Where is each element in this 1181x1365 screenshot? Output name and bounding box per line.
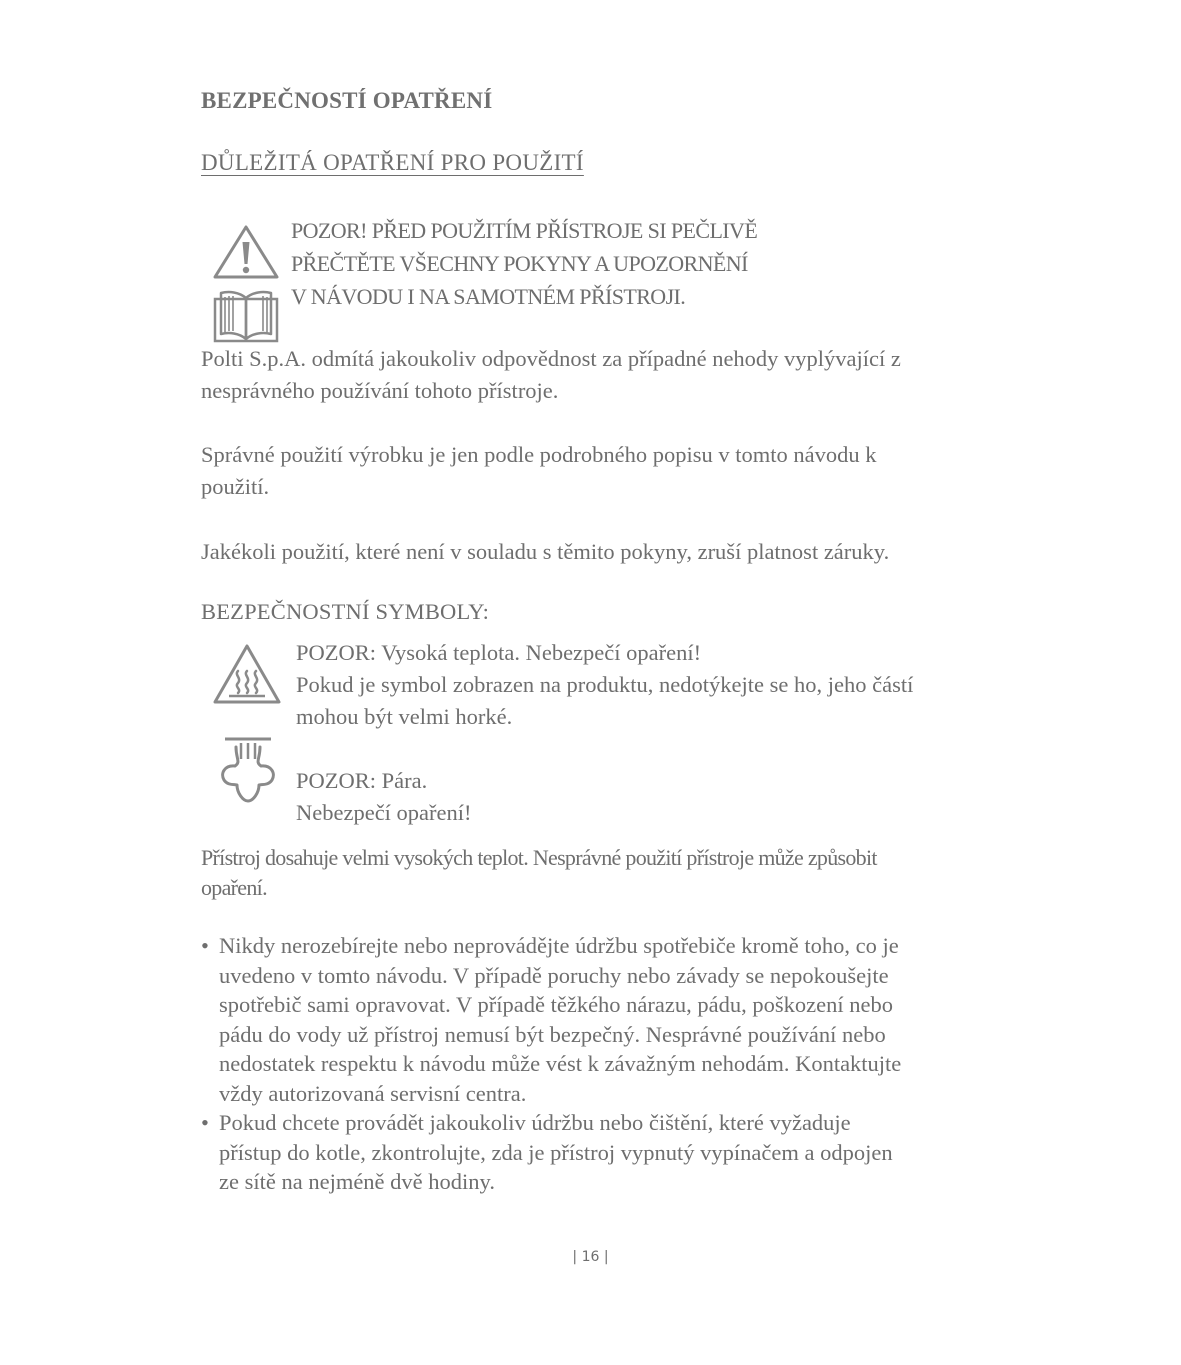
list-item-line: ze sítě na nejméně dvě hodiny. — [219, 1169, 495, 1194]
warning-triangle-icon — [213, 224, 279, 280]
paragraph-line: Správné použití výrobku je jen podle podrobného popisu v tomto návodu k — [201, 442, 877, 467]
list-item — [201, 1108, 1001, 1197]
list-item-line: spotřebič sami opravovat. V případě těžkého nárazu, pádu, poškození nebo — [219, 992, 893, 1017]
section-subtitle: DŮLEŽITÁ OPATŘENÍ PRO POUŽITÍ — [201, 150, 584, 175]
correct-use-paragraph — [201, 439, 877, 503]
note-line: opaření. — [201, 875, 267, 900]
page-title: BEZPEČNOSTÍ OPATŘENÍ — [201, 88, 493, 113]
list-item-line: uvedeno v tomto návodu. V případě poruchy nebo závady se nepokoušejte — [219, 962, 889, 988]
list-item-line: Nikdy nerozebírejte nebo neprovádějte údržbu spotřebiče kromě toho, co je — [219, 933, 899, 958]
liability-paragraph — [201, 343, 901, 407]
bullet-marker: • — [201, 933, 209, 958]
warning-line: V NÁVODU I NA SAMOTNÉM PŘÍSTROJI. — [291, 284, 686, 309]
warranty-paragraph: Jakékoli použití, které není v souladu s těmito pokyny, zruší platnost záruky. — [201, 539, 890, 564]
symbols-heading: BEZPEČNOSTNÍ SYMBOLY: — [201, 599, 490, 624]
symbol-line: POZOR: Vysoká teplota. Nebezpečí opaření! — [296, 640, 702, 665]
read-instructions-warning — [291, 214, 757, 313]
list-item — [201, 931, 1001, 1108]
symbol-line: mohou být velmi horké. — [296, 704, 513, 729]
paragraph-line: použití. — [201, 474, 270, 499]
steam-symbol-text — [296, 765, 472, 829]
hot-surface-icon — [212, 643, 282, 705]
hot-symbol-text — [296, 637, 913, 733]
paragraph-line: nesprávného používání tohoto přístroje. — [201, 378, 559, 403]
temperature-note — [201, 843, 877, 903]
bullet-marker: • — [201, 1110, 209, 1135]
symbol-line: POZOR: Pára. — [296, 768, 428, 793]
manual-book-icon — [213, 288, 279, 344]
list-item-line: vždy autorizovaná servisní centra. — [219, 1080, 527, 1106]
warning-line: POZOR! PŘED POUŽITÍM PŘÍSTROJE SI PEČLIVĚ — [291, 218, 758, 243]
safety-bullet-list — [201, 931, 1001, 1197]
list-item-line: přístup do kotle, zkontrolujte, zda je přístroj vypnutý vypínačem a odpojen — [219, 1139, 893, 1165]
steam-icon — [219, 735, 277, 805]
list-item-line: nedostatek respektu k návodu může vést k závažným nehodám. Kontaktujte — [219, 1051, 902, 1076]
note-line: Přístroj dosahuje velmi vysokých teplot. Nesprávné použití přístroje může způsobit — [201, 845, 877, 870]
list-item-line: pádu do vody už přístroj nemusí být bezpečný. Nesprávné používání nebo — [219, 1021, 886, 1047]
symbol-line: Nebezpečí opaření! — [296, 800, 472, 825]
warning-line: PŘEČTĚTE VŠECHNY POKYNY A UPOZORNĚNÍ — [291, 251, 748, 276]
list-item-line: Pokud chcete provádět jakoukoliv údržbu nebo čištění, které vyžaduje — [219, 1110, 851, 1135]
page-number: | 16 | — [572, 1249, 609, 1265]
symbol-line: Pokud je symbol zobrazen na produktu, nedotýkejte se ho, jeho částí — [296, 672, 914, 697]
paragraph-line: Polti S.p.A. odmítá jakoukoliv odpovědnost za případné nehody vyplývající z — [201, 346, 901, 371]
